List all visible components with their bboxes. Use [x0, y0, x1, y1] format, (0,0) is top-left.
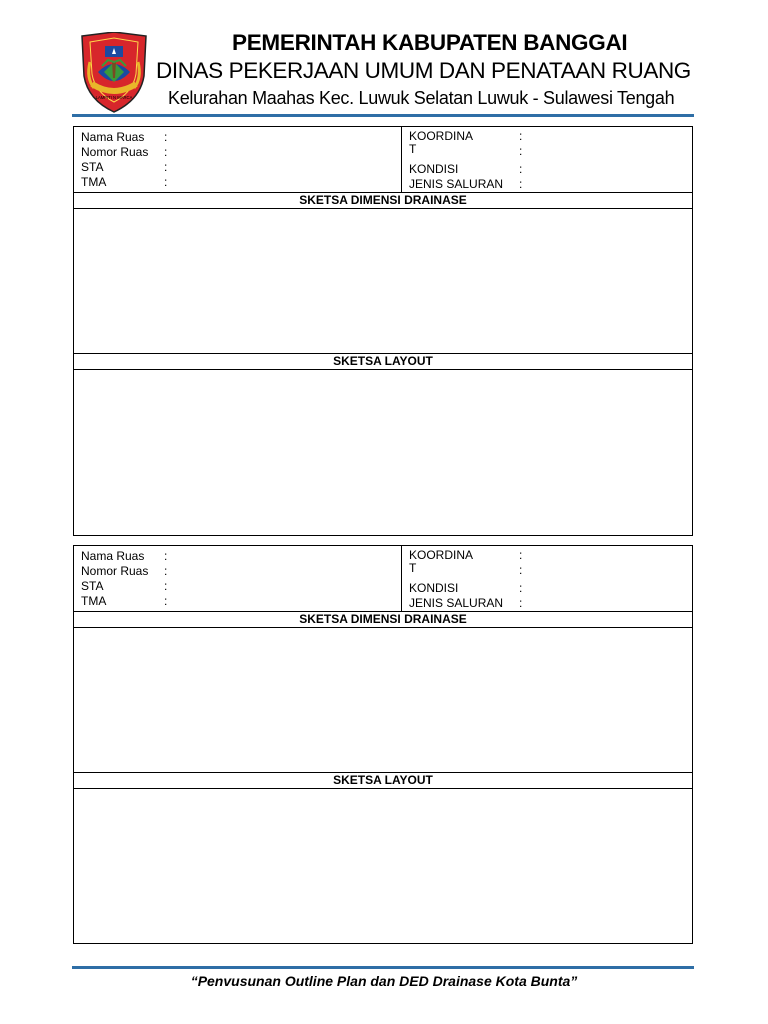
field-label-kondisi: KONDISI	[409, 581, 459, 595]
sketch-area-layout[interactable]	[74, 370, 692, 535]
field-label-nomor-ruas: Nomor Ruas	[81, 564, 149, 578]
section-title-layout: SKETSA LAYOUT	[74, 354, 692, 370]
field-label-koordinat: KOORDINA	[409, 548, 474, 562]
field-colon: :	[164, 549, 168, 563]
field-colon: :	[164, 160, 168, 174]
sketch-area-dimensi[interactable]	[74, 628, 692, 773]
header-divider	[72, 114, 694, 117]
government-name: PEMERINTAH KABUPATEN BANGGAI	[232, 30, 628, 55]
field-label-koordinat: KOORDINA	[409, 129, 474, 143]
footer-divider	[72, 966, 694, 969]
survey-form-1	[73, 126, 693, 536]
field-colon: :	[164, 594, 168, 608]
sketch-area-dimensi[interactable]	[74, 209, 692, 354]
field-colon: :	[519, 144, 523, 158]
field-colon: :	[164, 130, 168, 144]
section-title-dimensi: SKETSA DIMENSI DRAINASE	[74, 612, 692, 628]
field-colon: :	[519, 563, 523, 577]
department-name: DINAS PEKERJAAN UMUM DAN PENATAAN RUANG	[156, 58, 691, 83]
field-colon: :	[519, 129, 523, 143]
field-colon: :	[519, 162, 523, 176]
field-label-sta: STA	[81, 579, 104, 593]
field-label-tma: TMA	[81, 175, 107, 189]
field-label-tma: TMA	[81, 594, 107, 608]
field-colon: :	[164, 579, 168, 593]
field-colon: :	[164, 175, 168, 189]
field-label-nama-ruas: Nama Ruas	[81, 130, 145, 144]
field-colon: :	[164, 145, 168, 159]
survey-form-2	[73, 545, 693, 944]
section-title-dimensi: SKETSA DIMENSI DRAINASE	[74, 193, 692, 209]
field-label-jenis-saluran: JENIS SALURAN	[409, 177, 504, 191]
field-colon: :	[164, 564, 168, 578]
field-label-jenis-saluran: JENIS SALURAN	[409, 596, 504, 610]
field-label-nama-ruas: Nama Ruas	[81, 549, 145, 563]
document-footer-title: “Penvusunan Outline Plan dan DED Drainase Kota Bunta”	[190, 973, 578, 989]
field-colon: :	[519, 596, 523, 610]
field-colon: :	[519, 177, 523, 191]
field-label-koordinat-t: T	[409, 142, 417, 156]
column-divider	[401, 127, 402, 192]
emblem-motto: LAMPITI N MARCA	[95, 95, 133, 100]
column-divider	[401, 546, 402, 611]
banggai-regency-emblem	[78, 32, 150, 114]
field-colon: :	[519, 581, 523, 595]
section-title-layout: SKETSA LAYOUT	[74, 773, 692, 789]
letterhead	[0, 0, 768, 120]
form-info-block	[74, 127, 692, 193]
form-info-block	[74, 546, 692, 612]
field-label-nomor-ruas: Nomor Ruas	[81, 145, 149, 159]
field-colon: :	[519, 548, 523, 562]
field-label-koordinat-t: T	[409, 561, 417, 575]
field-label-kondisi: KONDISI	[409, 162, 459, 176]
field-label-sta: STA	[81, 160, 104, 174]
sketch-area-layout[interactable]	[74, 789, 692, 943]
department-address: Kelurahan Maahas Kec. Luwuk Selatan Luwuk - Sulawesi Tengah	[168, 88, 675, 108]
